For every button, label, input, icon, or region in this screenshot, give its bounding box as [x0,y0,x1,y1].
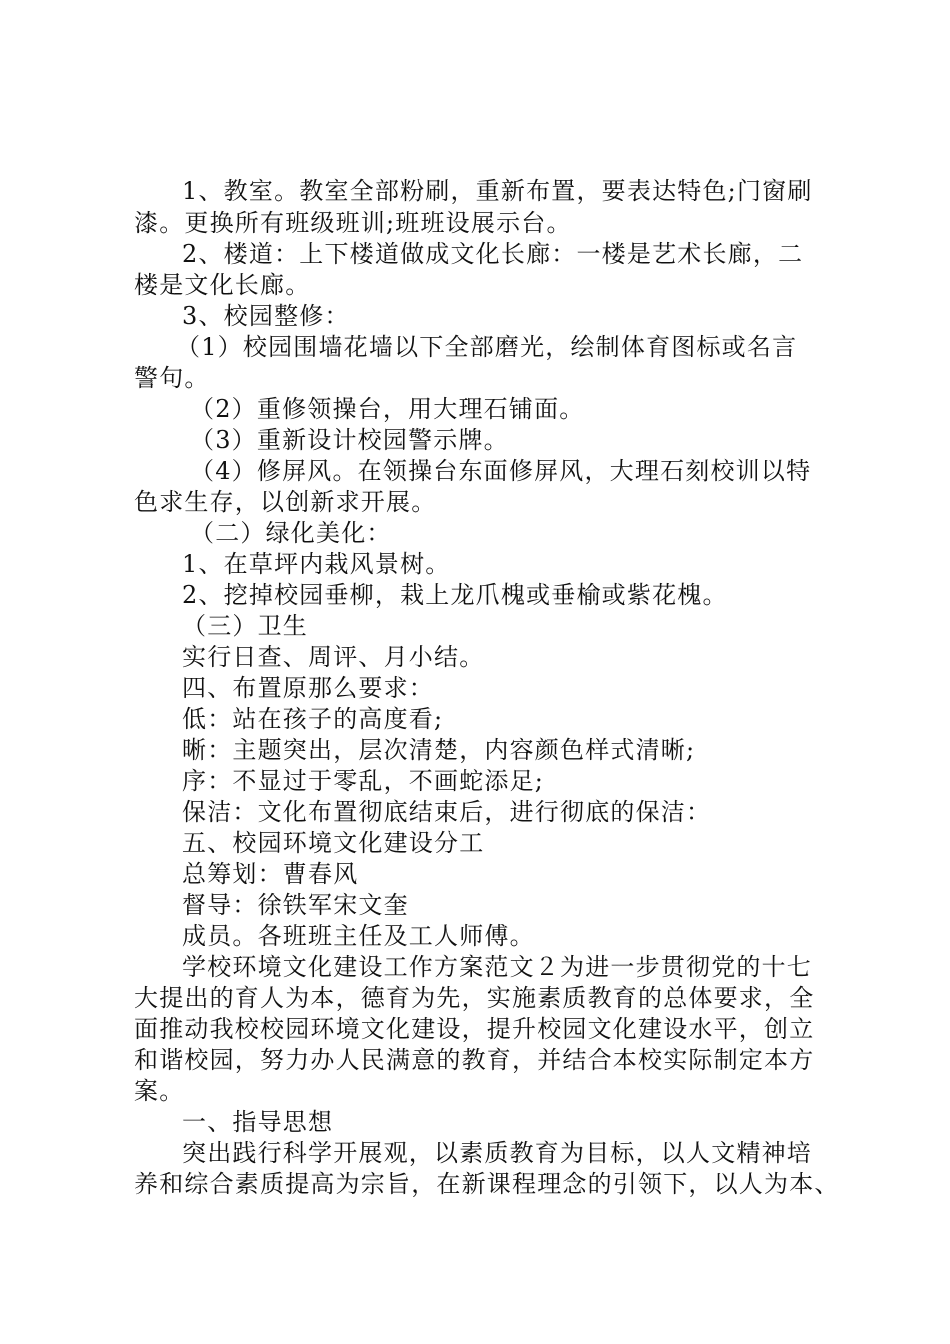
text-line: 大提出的育人为本，德育为先，实施素质教育的总体要求，全 [134,984,815,1012]
text-line: 五、校园环境文化建设分工 [182,829,485,857]
text-line: 四、布置原那么要求： [182,674,434,702]
text-line: 1、在草坪内栽风景树。 [182,550,451,578]
text-line: 晰：主题突出，层次清楚，内容颜色样式清晰; [182,736,696,764]
text-line: 和谐校园，努力办人民满意的教育，并结合本校实际制定本方 [134,1046,815,1074]
text-line: 色求生存，以创新求开展。 [134,488,437,516]
text-line: 成员。各班班主任及工人师傅。 [182,922,535,950]
text-line: 实行日查、周评、月小结。 [182,643,485,671]
text-line: 漆。更换所有班级班训;班班设展示台。 [134,209,572,237]
text-line: （4）修屏风。在领操台东面修屏风，大理石刻校训以特 [190,457,812,485]
text-line: 楼是文化长廊。 [134,271,311,299]
text-line: 学校环境文化建设工作方案范文２为进一步贯彻党的十七 [182,953,812,981]
text-line: 3、校园整修： [182,302,350,330]
text-line: 低：站在孩子的高度看; [182,705,444,733]
text-line: 序：不显过于零乱，不画蛇添足; [182,767,545,795]
text-line: 总筹划：曹春风 [182,860,359,888]
text-line: 警句。 [134,364,210,392]
text-line: （2）重修领操台，用大理石铺面。 [190,395,585,423]
text-line: 保洁：文化布置彻底结束后，进行彻底的保洁： [182,798,712,826]
text-line: 2、挖掉校园垂柳，栽上龙爪槐或垂榆或紫花槐。 [182,581,728,609]
text-line: 案。 [134,1077,185,1105]
text-line: 1、教室。教室全部粉刷，重新布置，要表达特色;门窗刷 [182,177,813,205]
text-line: 督导：徐铁军宋文奎 [182,891,409,919]
text-line: （1）校园围墙花墙以下全部磨光，绘制体育图标或名言 [176,333,798,361]
text-line: 养和综合素质提高为宗旨，在新课程理念的引领下，以人为本、 [134,1170,840,1198]
text-line: （三）卫生 [182,612,308,640]
text-line: （二）绿化美化： [190,519,392,547]
text-line: 2、楼道：上下楼道做成文化长廊：一楼是艺术长廊，二 [182,240,804,268]
text-line: 面推动我校校园环境文化建设，提升校园文化建设水平，创立 [134,1015,815,1043]
text-line: （3）重新设计校园警示牌。 [190,426,509,454]
text-line: 一、指导思想 [182,1108,334,1136]
text-line: 突出践行科学开展观，以素质教育为目标，以人文精神培 [182,1139,812,1167]
